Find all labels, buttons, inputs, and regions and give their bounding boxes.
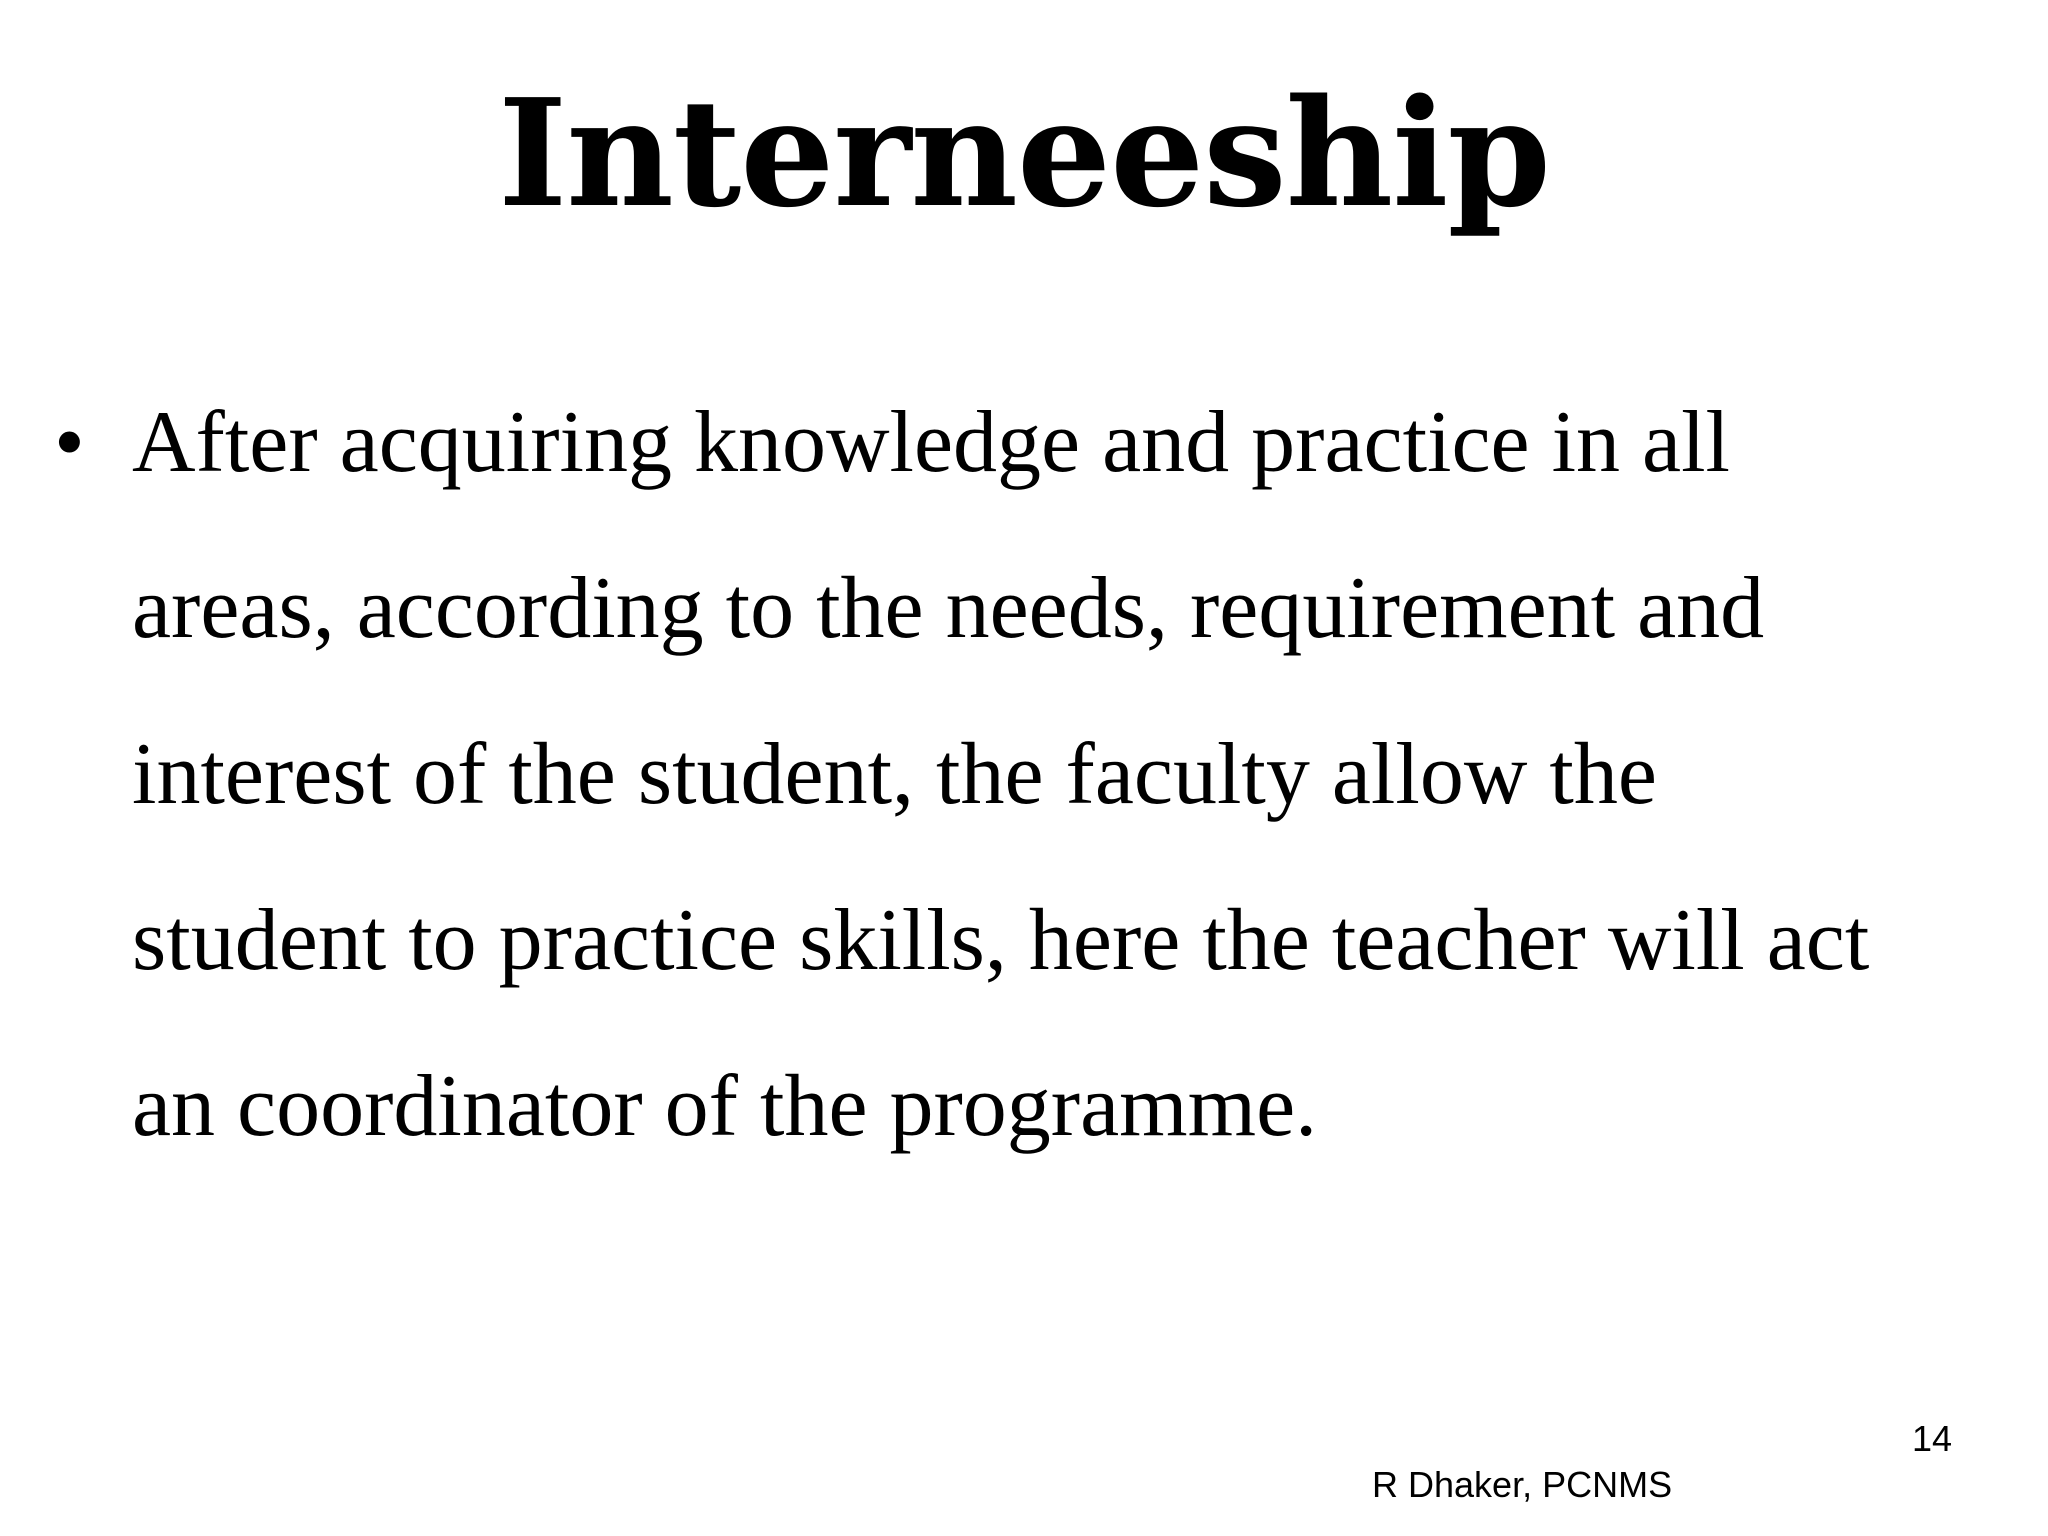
bullet-dot-icon: •: [54, 394, 85, 491]
bullet-line: After acquiring knowledge and practice in all: [132, 394, 1731, 491]
bullet-text: [132, 360, 1974, 1190]
slide-number: 14: [1911, 1418, 1952, 1459]
bullet-line: student to practice skills, here the teacher will act: [132, 892, 1870, 989]
bullet-line: interest of the student, the faculty allow the: [132, 726, 1657, 823]
bullet-list: [54, 360, 1974, 1190]
bullet-item: [54, 360, 1974, 1190]
bullet-line: an coordinator of the programme.: [132, 1058, 1318, 1155]
bullet-line: areas, according to the needs, requirement and: [132, 560, 1765, 657]
slide-title: Interneeship: [498, 66, 1550, 240]
footer-author: R Dhaker, PCNMS: [1372, 1464, 1673, 1505]
